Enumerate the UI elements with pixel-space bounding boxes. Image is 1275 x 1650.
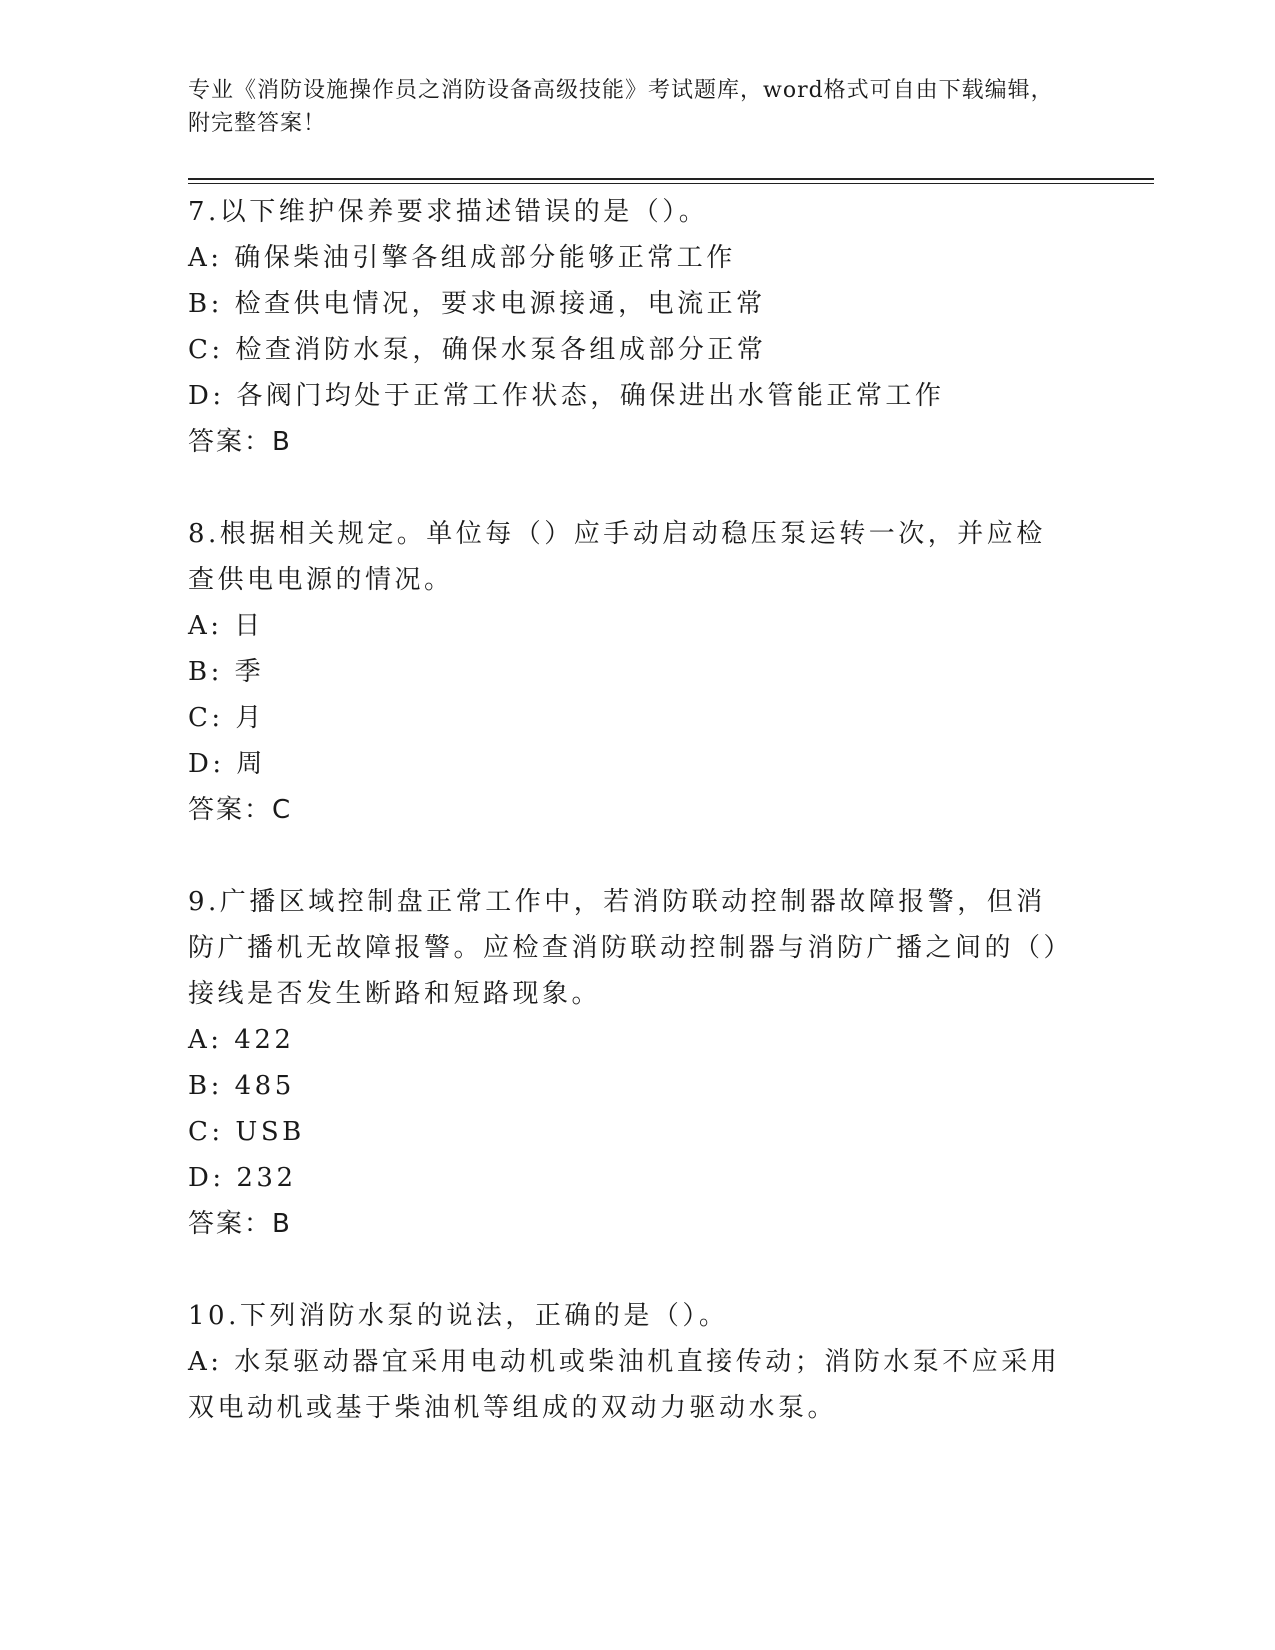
option-d: D: 周 [188,749,266,779]
option-b: B: 485 [188,1071,295,1101]
page-header: 专业《消防设施操作员之消防设备高级技能》考试题库，word格式可自由下载编辑，附完整答案！ [188,78,1054,136]
option-a: A: 422 [188,1025,295,1055]
header-divider-thin [188,183,1154,184]
answer-line: 答案：B [188,427,292,457]
option-b: B: 季 [188,657,265,687]
option-c: C: USB [188,1117,305,1147]
option-a: A: 水泵驱动器宜采用电动机或柴油机直接传动；消防水泵不应采用双电动机或基于柴油机等组成的双动力驱动水泵。 [188,1347,1061,1423]
question-stem: 9.广播区域控制盘正常工作中，若消防联动控制器故障报警，但消防广播机无故障报警。应检查消防联动控制器与消防广播之间的（）接线是否发生断路和短路现象。 [188,887,1061,1009]
option-a: A: 日 [188,611,264,641]
question-list [188,189,1068,1477]
question-10 [188,1293,1068,1431]
header-divider-thick [188,178,1154,180]
option-c: C: 检查消防水泵，确保水泵各组成部分正常 [188,335,767,365]
question-stem: 8.根据相关规定。单位每（）应手动启动稳压泵运转一次，并应检查供电电源的情况。 [188,519,1046,595]
question-9 [188,879,1068,1247]
question-7 [188,189,1068,465]
option-d: D: 232 [188,1163,297,1193]
option-c: C: 月 [188,703,265,733]
answer-line: 答案：B [188,1209,292,1239]
question-stem: 7.以下维护保养要求描述错误的是（）。 [188,197,709,227]
answer-line: 答案：C [188,795,293,825]
option-d: D: 各阀门均处于正常工作状态，确保进出水管能正常工作 [188,381,945,411]
question-8 [188,511,1068,833]
option-b: B: 检查供电情况，要求电源接通，电流正常 [188,289,766,319]
question-stem: 10.下列消防水泵的说法，正确的是（）。 [188,1301,729,1331]
option-a: A: 确保柴油引擎各组成部分能够正常工作 [188,243,736,273]
